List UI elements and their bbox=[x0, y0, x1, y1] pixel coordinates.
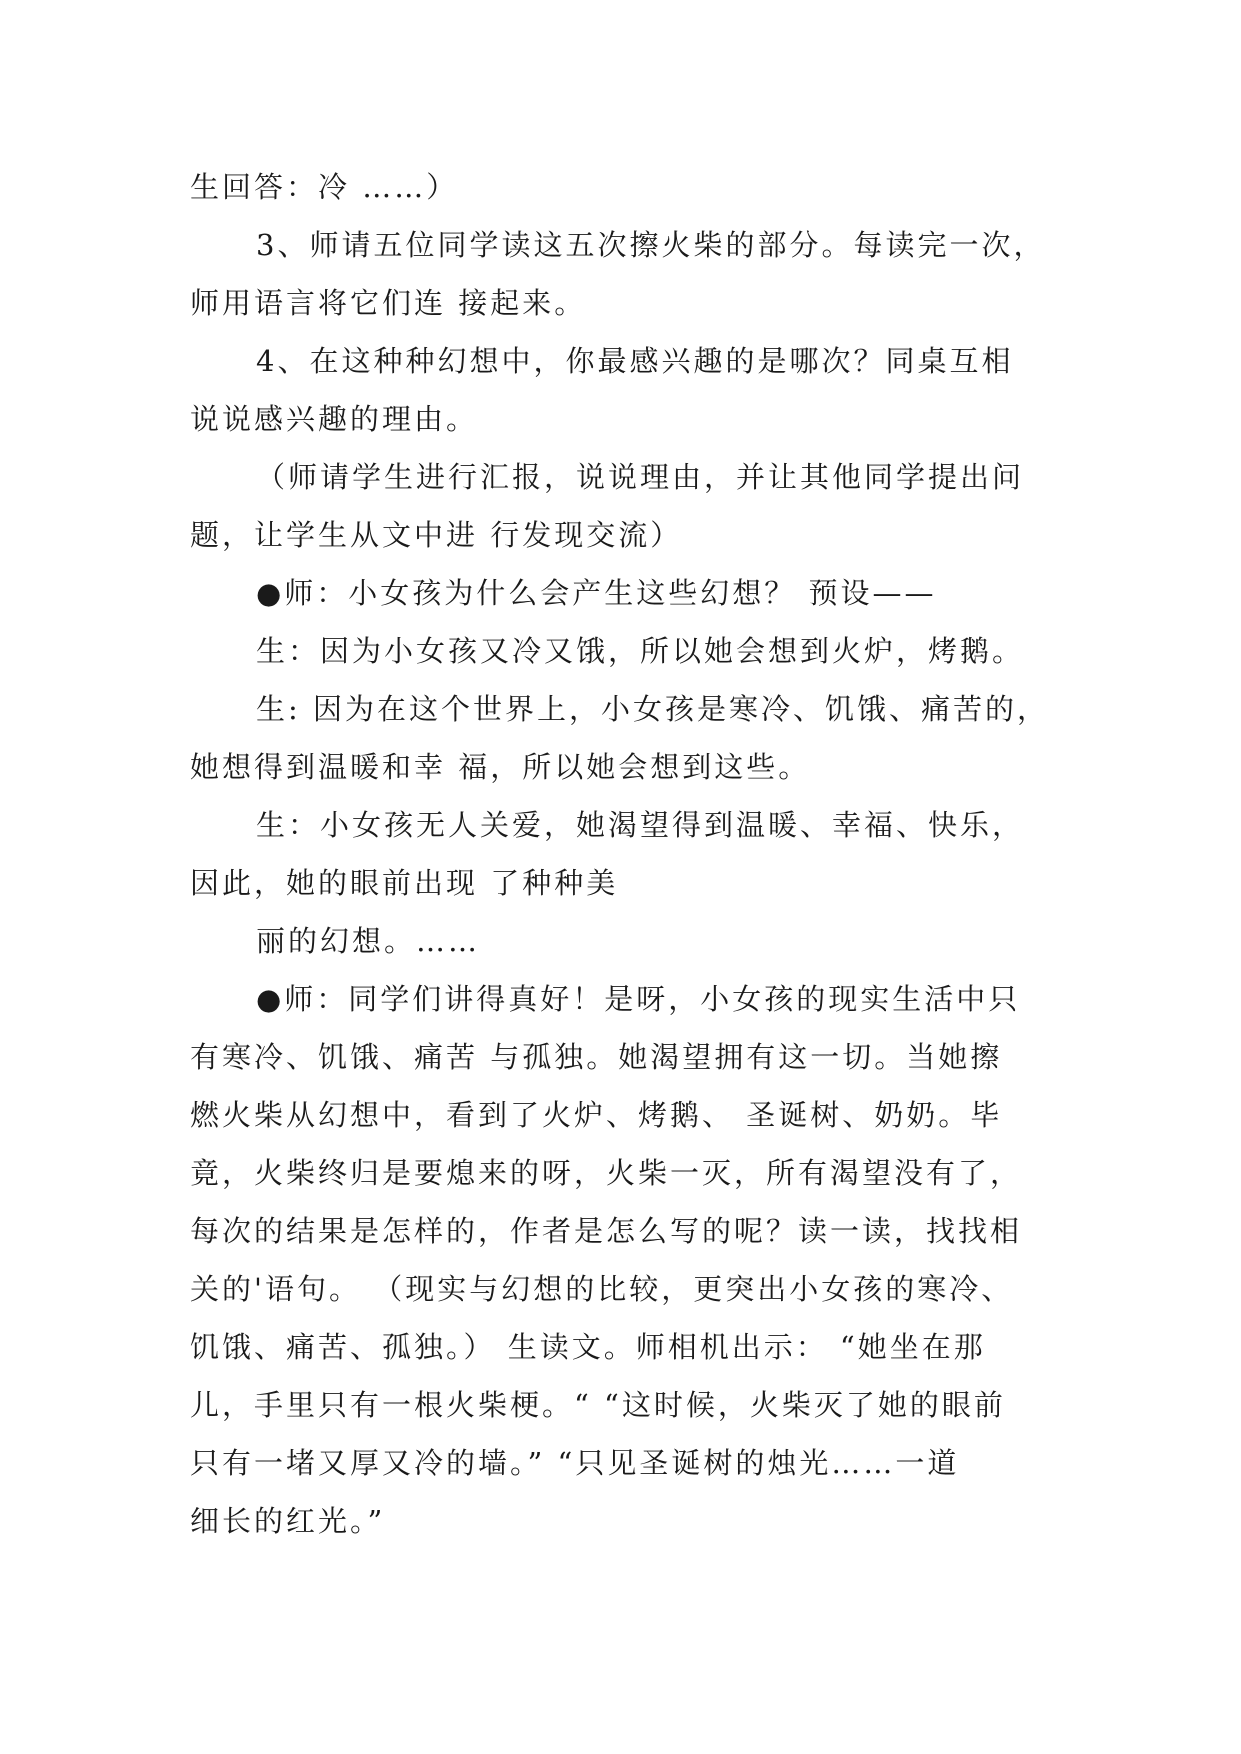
text-line: 4、在这种种幻想中，你最感兴趣的是哪次？同桌互相 bbox=[256, 344, 1014, 378]
text-line: 因此，她的眼前出现 了种种美 bbox=[190, 866, 619, 900]
text-line: 丽的幻想。…… bbox=[256, 924, 481, 958]
text-line: （师请学生进行汇报，说说理由，并让其他同学提出问 bbox=[256, 460, 1025, 494]
text-line: 师用语言将它们连 接起来。 bbox=[190, 286, 587, 320]
text-line: 生：因为小女孩又冷又饿，所以她会想到火炉，烤鹅。 bbox=[256, 634, 1025, 668]
text-line: 生：小女孩无人关爱，她渴望得到温暖、幸福、快乐， bbox=[256, 808, 1025, 842]
text-line: 她想得到温暖和幸 福，所以她会想到这些。 bbox=[190, 750, 811, 784]
text-line: 每次的结果是怎样的，作者是怎么写的呢？读一读，找找相 bbox=[190, 1214, 1023, 1248]
text-line: 细长的红光。” bbox=[190, 1504, 386, 1538]
text-line: 饥饿、痛苦、孤独。） 生读文。师相机出示： “她坐在那 bbox=[190, 1330, 986, 1364]
text-line: 燃火柴从幻想中，看到了火炉、烤鹅、 圣诞树、奶奶。毕 bbox=[190, 1098, 1003, 1132]
text-line: 有寒冷、饥饿、痛苦 与孤独。她渴望拥有这一切。当她擦 bbox=[190, 1040, 1003, 1074]
text-line: 关的'语句。 （现实与幻想的比较，更突出小女孩的寒冷、 bbox=[190, 1272, 1014, 1306]
text-line: 竟，火柴终归是要熄来的呀，火柴一灭，所有渴望没有了， bbox=[190, 1156, 1023, 1190]
text-line: 题，让学生从文中进 行发现交流） bbox=[190, 518, 683, 552]
document-body bbox=[190, 158, 1070, 1550]
text-line: 3、师请五位同学读这五次擦火柴的部分。每读完一次， bbox=[256, 228, 1046, 262]
text-line: ●师：小女孩为什么会产生这些幻想？ 预设—— bbox=[256, 576, 937, 610]
text-line: 生回答：冷 ……） bbox=[190, 170, 459, 204]
text-line: 生: 因为在这个世界上，小女孩是寒冷、饥饿、痛苦的， bbox=[256, 692, 1049, 726]
text-line: 儿，手里只有一根火柴梗。“ “这时候，火柴灭了她的眼前 bbox=[190, 1388, 1006, 1422]
text-line: ●师：同学们讲得真好！是呀，小女孩的现实生活中只 bbox=[256, 982, 1021, 1016]
text-line: 只有一堵又厚又冷的墙。” “只见圣诞树的烛光……一道 bbox=[190, 1446, 960, 1480]
text-line: 说说感兴趣的理由。 bbox=[190, 402, 479, 436]
